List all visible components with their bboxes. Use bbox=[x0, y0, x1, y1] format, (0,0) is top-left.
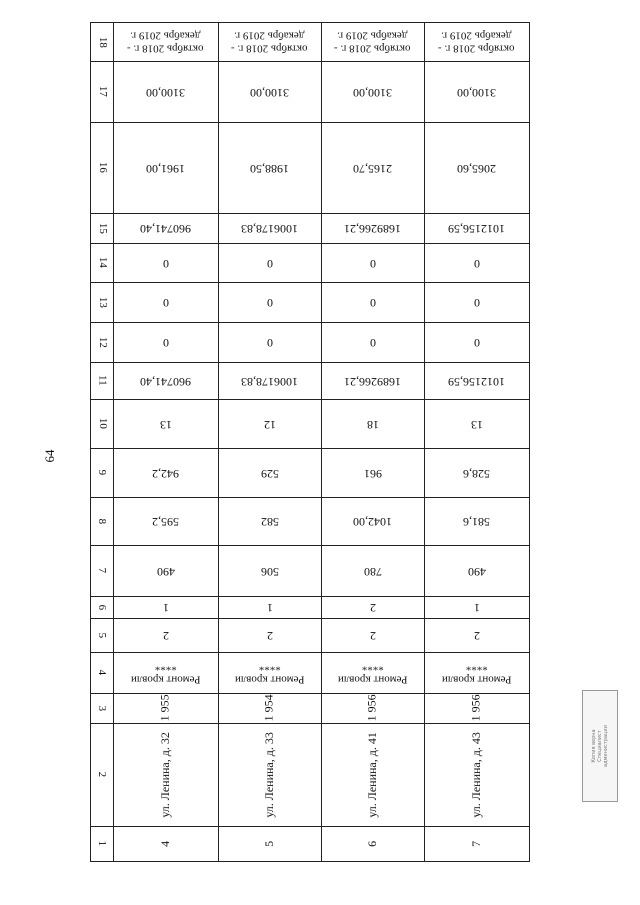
row-4-col-8: 595,2 bbox=[152, 514, 179, 529]
row-4-col-13-cell bbox=[113, 282, 218, 322]
row-7-col-4-cell bbox=[424, 652, 529, 693]
row-4-col-4: Ремонт кровли **** bbox=[130, 660, 201, 686]
row-4-col-10-cell bbox=[113, 399, 218, 448]
row-7-col-9-cell bbox=[424, 448, 529, 497]
column-header-12: 12 bbox=[96, 336, 109, 348]
row-4-col-6-cell bbox=[113, 596, 218, 618]
row-7-col-3: 1 956 bbox=[468, 694, 483, 722]
row-5-col-6: 1 bbox=[266, 600, 273, 615]
column-header-13: 13 bbox=[96, 296, 109, 308]
row-7-col-6: 1 bbox=[473, 600, 480, 615]
row-6-col-4-cell bbox=[321, 652, 424, 693]
column-header-7-cell bbox=[91, 545, 113, 596]
row-4-col-16: 1961,00 bbox=[146, 161, 185, 176]
row-5-col-2-cell bbox=[218, 723, 321, 826]
row-5-col-5-cell bbox=[218, 618, 321, 652]
row-4-col-13: 0 bbox=[162, 295, 169, 310]
row-7-col-12-cell bbox=[424, 322, 529, 362]
row-7-col-16-cell bbox=[424, 122, 529, 213]
row-7-col-13: 0 bbox=[473, 295, 480, 310]
column-header-2: 2 bbox=[96, 771, 109, 778]
column-header-16-cell bbox=[91, 122, 113, 213]
row-4-col-15: 960741,40 bbox=[140, 221, 191, 236]
row-4-col-8-cell bbox=[113, 497, 218, 545]
stamp-text: Копия верна Специалист администрации bbox=[591, 725, 609, 767]
row-6-col-2-cell bbox=[321, 723, 424, 826]
row-5-col-10-cell bbox=[218, 399, 321, 448]
row-4-col-15-cell bbox=[113, 213, 218, 243]
row-5-col-11: 1006178,83 bbox=[241, 374, 298, 389]
row-7-col-17-cell bbox=[424, 61, 529, 122]
column-header-4-cell bbox=[91, 652, 113, 693]
row-7-col-5-cell bbox=[424, 618, 529, 652]
column-header-15-cell bbox=[91, 213, 113, 243]
row-6-col-18: октябрь 2018 г. - декабрь 2019 г. bbox=[334, 30, 411, 55]
row-6-col-4: Ремонт кровли **** bbox=[337, 660, 408, 686]
row-5-col-7-cell bbox=[218, 545, 321, 596]
row-7-col-7-cell bbox=[424, 545, 529, 596]
column-header-17: 17 bbox=[96, 85, 109, 97]
row-4-col-3: 1 955 bbox=[157, 694, 172, 722]
row-7-col-17: 3100,00 bbox=[457, 85, 496, 100]
row-7-col-8-cell bbox=[424, 497, 529, 545]
row-4-col-6: 1 bbox=[162, 600, 169, 615]
row-7-col-6-cell bbox=[424, 596, 529, 618]
row-6-col-5-cell bbox=[321, 618, 424, 652]
row-7-col-5: 2 bbox=[473, 628, 480, 643]
row-4-col-18-cell bbox=[113, 23, 218, 61]
row-7-col-3-cell bbox=[424, 693, 529, 723]
row-7-col-15-cell bbox=[424, 213, 529, 243]
row-7-col-15: 1012156,59 bbox=[448, 221, 505, 236]
column-header-13-cell bbox=[91, 282, 113, 322]
column-header-4: 4 bbox=[96, 669, 109, 676]
column-header-7: 7 bbox=[96, 567, 109, 574]
row-5-col-15-cell bbox=[218, 213, 321, 243]
row-7-col-2-cell bbox=[424, 723, 529, 826]
column-header-1-cell bbox=[91, 826, 113, 861]
column-header-6-cell bbox=[91, 596, 113, 618]
row-4-col-4-cell bbox=[113, 652, 218, 693]
row-5-col-16-cell bbox=[218, 122, 321, 213]
row-6-col-14-cell bbox=[321, 243, 424, 282]
row-5-col-15: 1006178,83 bbox=[241, 221, 298, 236]
column-header-11: 11 bbox=[96, 375, 109, 386]
row-7-col-2: ул. Ленина, д. 43 bbox=[468, 731, 483, 818]
row-7-col-13-cell bbox=[424, 282, 529, 322]
row-4-col-5: 2 bbox=[162, 628, 169, 643]
row-7-col-8: 581,6 bbox=[463, 514, 490, 529]
row-5-col-9: 529 bbox=[260, 466, 279, 481]
row-5-col-13: 0 bbox=[266, 295, 273, 310]
row-6-col-3-cell bbox=[321, 693, 424, 723]
housing-repair-table bbox=[90, 22, 530, 862]
column-header-8-cell bbox=[91, 497, 113, 545]
row-4-col-12-cell bbox=[113, 322, 218, 362]
row-4-col-1: 4 bbox=[157, 840, 172, 847]
row-7-col-16: 2065,60 bbox=[457, 161, 496, 176]
row-6-col-5: 2 bbox=[369, 628, 376, 643]
row-5-col-4: Ремонт кровли **** bbox=[234, 660, 305, 686]
row-5-col-18: октябрь 2018 г. - декабрь 2019 г. bbox=[231, 30, 308, 55]
row-6-col-7-cell bbox=[321, 545, 424, 596]
row-6-col-11: 1689266,21 bbox=[344, 374, 401, 389]
row-7-col-1: 7 bbox=[468, 840, 483, 847]
row-5-col-1-cell bbox=[218, 826, 321, 861]
row-6-col-8-cell bbox=[321, 497, 424, 545]
row-6-col-12-cell bbox=[321, 322, 424, 362]
row-6-col-3: 1 956 bbox=[364, 694, 379, 722]
row-7-col-18: октябрь 2018 г. - декабрь 2019 г. bbox=[438, 30, 515, 55]
row-4-col-17-cell bbox=[113, 61, 218, 122]
row-4-col-7-cell bbox=[113, 545, 218, 596]
row-5-col-1: 5 bbox=[261, 840, 276, 847]
column-header-12-cell bbox=[91, 322, 113, 362]
row-6-col-16-cell bbox=[321, 122, 424, 213]
row-6-col-11-cell bbox=[321, 362, 424, 399]
row-5-col-17: 3100,00 bbox=[250, 85, 289, 100]
column-header-2-cell bbox=[91, 723, 113, 826]
row-6-col-16: 2165,70 bbox=[353, 161, 392, 176]
row-5-col-10: 12 bbox=[263, 417, 276, 432]
row-4-col-14: 0 bbox=[162, 256, 169, 271]
row-7-col-11-cell bbox=[424, 362, 529, 399]
row-4-col-7: 490 bbox=[156, 564, 175, 579]
row-6-col-15-cell bbox=[321, 213, 424, 243]
row-4-col-17: 3100,00 bbox=[146, 85, 185, 100]
row-6-col-14: 0 bbox=[369, 256, 376, 271]
column-header-8: 8 bbox=[96, 518, 109, 524]
row-4-col-18: октябрь 2018 г. - декабрь 2019 г. bbox=[127, 30, 204, 55]
row-7-col-10-cell bbox=[424, 399, 529, 448]
row-4-col-12: 0 bbox=[162, 335, 169, 350]
row-6-col-18-cell bbox=[321, 23, 424, 61]
page-number: 64 bbox=[42, 449, 57, 463]
row-7-col-10: 13 bbox=[470, 417, 483, 432]
row-5-col-3-cell bbox=[218, 693, 321, 723]
row-5-col-11-cell bbox=[218, 362, 321, 399]
row-6-col-10-cell bbox=[321, 399, 424, 448]
column-header-6: 6 bbox=[96, 604, 109, 610]
row-6-col-10: 18 bbox=[366, 417, 379, 432]
column-header-14-cell bbox=[91, 243, 113, 282]
column-header-17-cell bbox=[91, 61, 113, 122]
column-header-1: 1 bbox=[96, 840, 109, 847]
row-5-col-8: 582 bbox=[260, 514, 279, 529]
row-5-col-16: 1988,50 bbox=[250, 161, 289, 176]
row-4-col-16-cell bbox=[113, 122, 218, 213]
row-7-col-11: 1012156,59 bbox=[448, 374, 505, 389]
row-6-col-17: 3100,00 bbox=[353, 85, 392, 100]
row-4-col-2: ул. Ленина, д. 32 bbox=[157, 731, 172, 818]
row-5-col-13-cell bbox=[218, 282, 321, 322]
row-4-col-11-cell bbox=[113, 362, 218, 399]
row-7-col-1-cell bbox=[424, 826, 529, 861]
column-header-11-cell bbox=[91, 362, 113, 399]
row-5-col-2: ул. Ленина, д. 33 bbox=[261, 731, 276, 818]
row-7-col-18-cell bbox=[424, 23, 529, 61]
row-6-col-7: 780 bbox=[363, 564, 382, 579]
row-5-col-12: 0 bbox=[266, 335, 273, 350]
row-6-col-13: 0 bbox=[369, 295, 376, 310]
column-header-3: 3 bbox=[96, 705, 109, 711]
row-5-col-7: 506 bbox=[260, 564, 279, 579]
row-4-col-3-cell bbox=[113, 693, 218, 723]
row-5-col-18-cell bbox=[218, 23, 321, 61]
row-5-col-12-cell bbox=[218, 322, 321, 362]
row-5-col-5: 2 bbox=[266, 628, 273, 643]
column-header-15: 15 bbox=[96, 222, 109, 234]
column-header-10: 10 bbox=[96, 417, 109, 429]
row-5-col-8-cell bbox=[218, 497, 321, 545]
row-4-col-9-cell bbox=[113, 448, 218, 497]
column-header-18-cell bbox=[91, 23, 113, 61]
row-6-col-17-cell bbox=[321, 61, 424, 122]
row-7-col-4: Ремонт кровли **** bbox=[441, 660, 512, 686]
column-header-9-cell bbox=[91, 448, 113, 497]
row-6-col-12: 0 bbox=[369, 335, 376, 350]
column-header-9: 9 bbox=[96, 469, 109, 476]
row-6-col-15: 1689266,21 bbox=[344, 221, 401, 236]
row-6-col-9: 961 bbox=[363, 466, 382, 481]
row-4-col-11: 960741,40 bbox=[140, 374, 191, 389]
row-6-col-9-cell bbox=[321, 448, 424, 497]
row-7-col-14-cell bbox=[424, 243, 529, 282]
row-5-col-14-cell bbox=[218, 243, 321, 282]
column-header-16: 16 bbox=[96, 161, 109, 173]
row-5-col-17-cell bbox=[218, 61, 321, 122]
row-7-col-12: 0 bbox=[473, 335, 480, 350]
row-7-col-14: 0 bbox=[473, 256, 480, 271]
column-header-5-cell bbox=[91, 618, 113, 652]
row-4-col-10: 13 bbox=[159, 417, 172, 432]
column-header-18: 18 bbox=[96, 36, 109, 48]
row-4-col-1-cell bbox=[113, 826, 218, 861]
row-6-col-8: 1042,00 bbox=[353, 514, 392, 529]
row-6-col-6-cell bbox=[321, 596, 424, 618]
row-7-col-9: 528,6 bbox=[463, 466, 490, 481]
column-header-5: 5 bbox=[96, 632, 109, 638]
row-5-col-4-cell bbox=[218, 652, 321, 693]
row-5-col-6-cell bbox=[218, 596, 321, 618]
row-6-col-1-cell bbox=[321, 826, 424, 861]
row-4-col-2-cell bbox=[113, 723, 218, 826]
row-7-col-7: 490 bbox=[467, 564, 486, 579]
row-4-col-14-cell bbox=[113, 243, 218, 282]
row-6-col-2: ул. Ленина, д. 41 bbox=[364, 731, 379, 818]
row-6-col-13-cell bbox=[321, 282, 424, 322]
row-5-col-3: 1 954 bbox=[261, 694, 276, 722]
row-4-col-5-cell bbox=[113, 618, 218, 652]
row-5-col-14: 0 bbox=[266, 256, 273, 271]
column-header-10-cell bbox=[91, 399, 113, 448]
row-6-col-1: 6 bbox=[364, 840, 379, 847]
certification-stamp bbox=[582, 690, 618, 802]
row-4-col-9: 942,2 bbox=[152, 466, 179, 481]
row-5-col-9-cell bbox=[218, 448, 321, 497]
column-header-3-cell bbox=[91, 693, 113, 723]
row-6-col-6: 2 bbox=[369, 600, 376, 615]
column-header-14: 14 bbox=[96, 256, 109, 268]
